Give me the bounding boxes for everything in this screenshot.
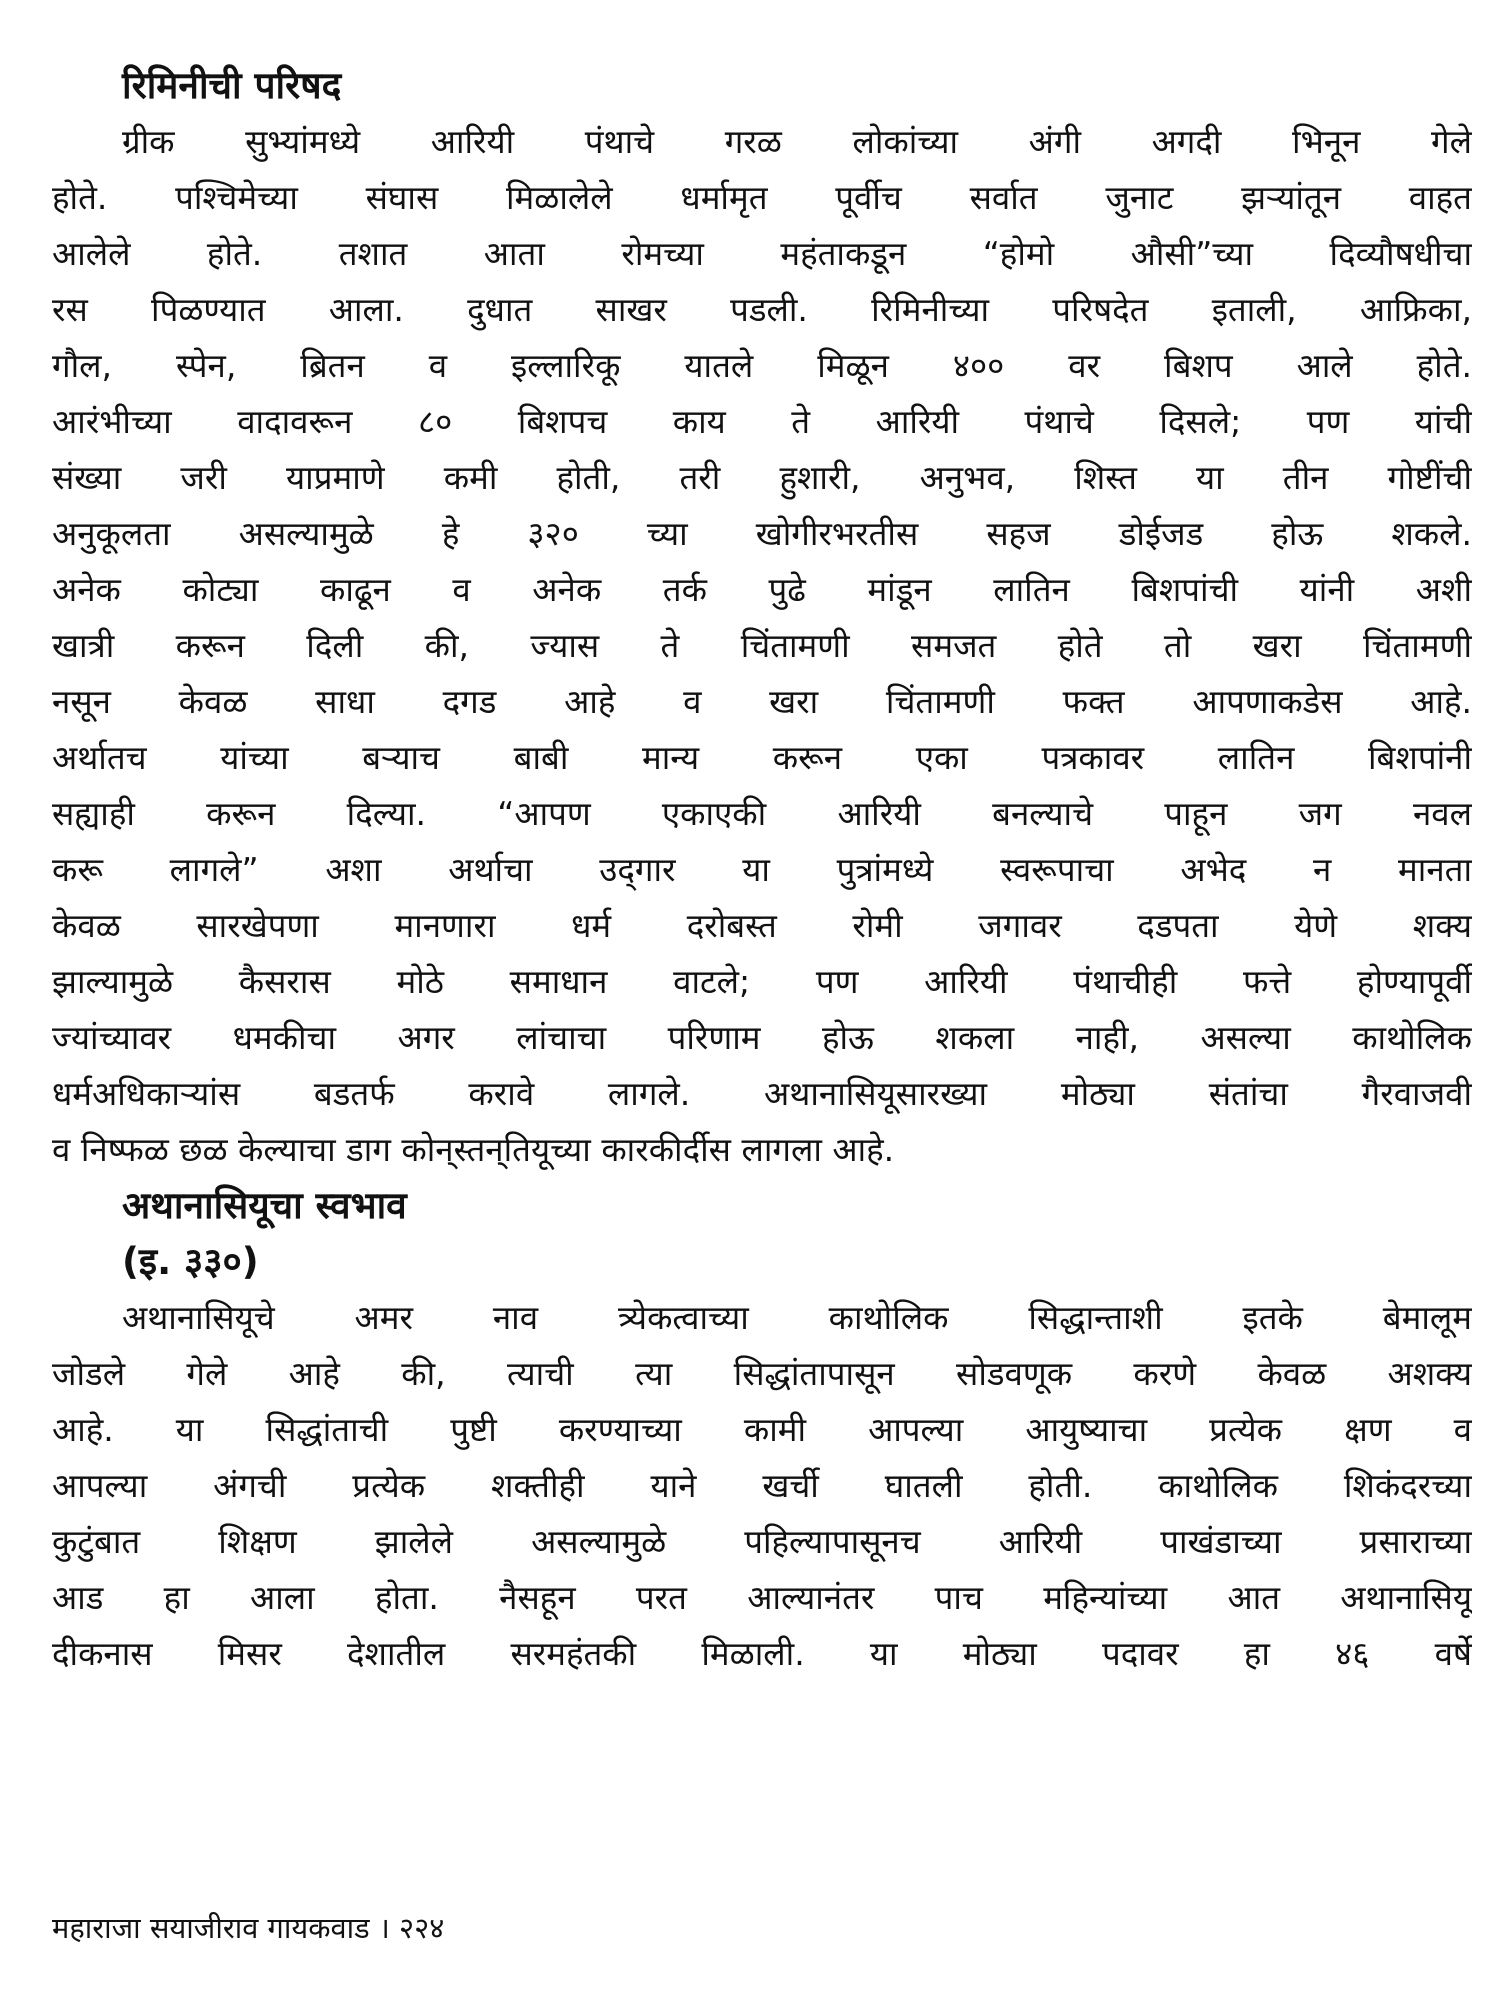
- paragraph-line: धर्मअधिकाऱ्यांस बडतर्फ करावे लागले. अथानासियूसारख्या मोठ्या संतांचा गैरवाजवी: [52, 1074, 1472, 1113]
- section-date: (इ. ३३०): [122, 1240, 259, 1283]
- paragraph-line: अर्थातच यांच्या बऱ्याच बाबी मान्य करून एका पत्रकावर लातिन बिशपांनी: [52, 738, 1472, 777]
- paragraph-line: नसून केवळ साधा दगड आहे व खरा चिंतामणी फक्त आपणाकडेस आहे.: [52, 682, 1472, 721]
- section-heading-athanasius-nature: अथानासियूचा स्वभाव: [122, 1184, 407, 1227]
- paragraph-line: खात्री करून दिली की, ज्यास ते चिंतामणी समजत होते तो खरा चिंतामणी: [52, 626, 1472, 665]
- paragraph-line: रस पिळण्यात आला. दुधात साखर पडली. रिमिनीच्या परिषदेत इताली, आफ्रिका,: [52, 290, 1472, 329]
- paragraph-line: अथानासियूचे अमर नाव त्र्येकत्वाच्या काथोलिक सिद्धान्ताशी इतके बेमालूम: [122, 1298, 1472, 1337]
- paragraph-line: संख्या जरी याप्रमाणे कमी होती, तरी हुशारी, अनुभव, शिस्त या तीन गोष्टींची: [52, 458, 1472, 497]
- paragraph-line: दीकनास मिसर देशातील सरमहंतकी मिळाली. या मोठ्या पदावर हा ४६ वर्षे: [52, 1634, 1472, 1673]
- paragraph-rimini-council: [52, 114, 1472, 1178]
- paragraph-line: व निष्फळ छळ केल्याचा डाग कोन्‌स्तन्‌तियूच्या कारकीर्दीस लागला आहे.: [52, 1130, 895, 1169]
- paragraph-line: झाल्यामुळे कैसरास मोठे समाधान वाटले; पण आरियी पंथाचीही फत्ते होण्यापूर्वी: [52, 962, 1472, 1001]
- paragraph-line: होते. पश्चिमेच्या संघास मिळालेले धर्मामृत पूर्वीच सर्वात जुनाट झऱ्यांतून वाहत: [52, 178, 1472, 217]
- paragraph-athanasius-nature: [52, 1290, 1472, 1682]
- paragraph-line: आलेले होते. तशात आता रोमच्या महंताकडून “होमो औसी”च्या दिव्यौषधीचा: [52, 234, 1472, 273]
- paragraph-line: गौल, स्पेन, ब्रितन व इल्लारिकू यातले मिळून ४०० वर बिशप आले होते.: [52, 346, 1472, 385]
- document-page: [52, 58, 1472, 1682]
- paragraph-line: आहे. या सिद्धांताची पुष्टी करण्याच्या कामी आपल्या आयुष्याचा प्रत्येक क्षण व: [52, 1410, 1472, 1449]
- paragraph-line: जोडले गेले आहे की, त्याची त्या सिद्धांतापासून सोडवणूक करणे केवळ अशक्य: [52, 1354, 1472, 1393]
- paragraph-line: सह्याही करून दिल्या. “आपण एकाएकी आरियी बनल्याचे पाहून जग नवल: [52, 794, 1472, 833]
- page-footer: महाराजा सयाजीराव गायकवाड । २२४: [52, 1911, 445, 1945]
- paragraph-line: अनुकूलता असल्यामुळे हे ३२० च्या खोगीरभरतीस सहज डोईजड होऊ शकले.: [52, 514, 1472, 553]
- paragraph-line: आपल्या अंगची प्रत्येक शक्तीही याने खर्ची घातली होती. काथोलिक शिकंदरच्या: [52, 1466, 1472, 1505]
- paragraph-line: अनेक कोट्या काढून व अनेक तर्क पुढे मांडून लातिन बिशपांची यांनी अशी: [52, 570, 1472, 609]
- section-heading-rimini-council: रिमिनीची परिषद: [122, 64, 342, 107]
- paragraph-line: आरंभीच्या वादावरून ८० बिशपच काय ते आरियी पंथाचे दिसले; पण यांची: [52, 402, 1472, 441]
- paragraph-line: केवळ सारखेपणा मानणारा धर्म दरोबस्त रोमी जगावर दडपता येणे शक्य: [52, 906, 1472, 945]
- paragraph-line: करू लागले” अशा अर्थाचा उद्‌गार या पुत्रांमध्ये स्वरूपाचा अभेद न मानता: [52, 850, 1472, 889]
- paragraph-line: ज्यांच्यावर धमकीचा अगर लांचाचा परिणाम होऊ शकला नाही, असल्या काथोलिक: [52, 1018, 1472, 1057]
- paragraph-line: कुटुंबात शिक्षण झालेले असल्यामुळे पहिल्यापासूनच आरियी पाखंडाच्या प्रसाराच्या: [52, 1522, 1472, 1561]
- paragraph-line: ग्रीक सुभ्यांमध्ये आरियी पंथाचे गरळ लोकांच्या अंगी अगदी भिनून गेले: [122, 122, 1472, 161]
- paragraph-line: आड हा आला होता. नैसहून परत आल्यानंतर पाच महिन्यांच्या आत अथानासियू: [52, 1578, 1472, 1617]
